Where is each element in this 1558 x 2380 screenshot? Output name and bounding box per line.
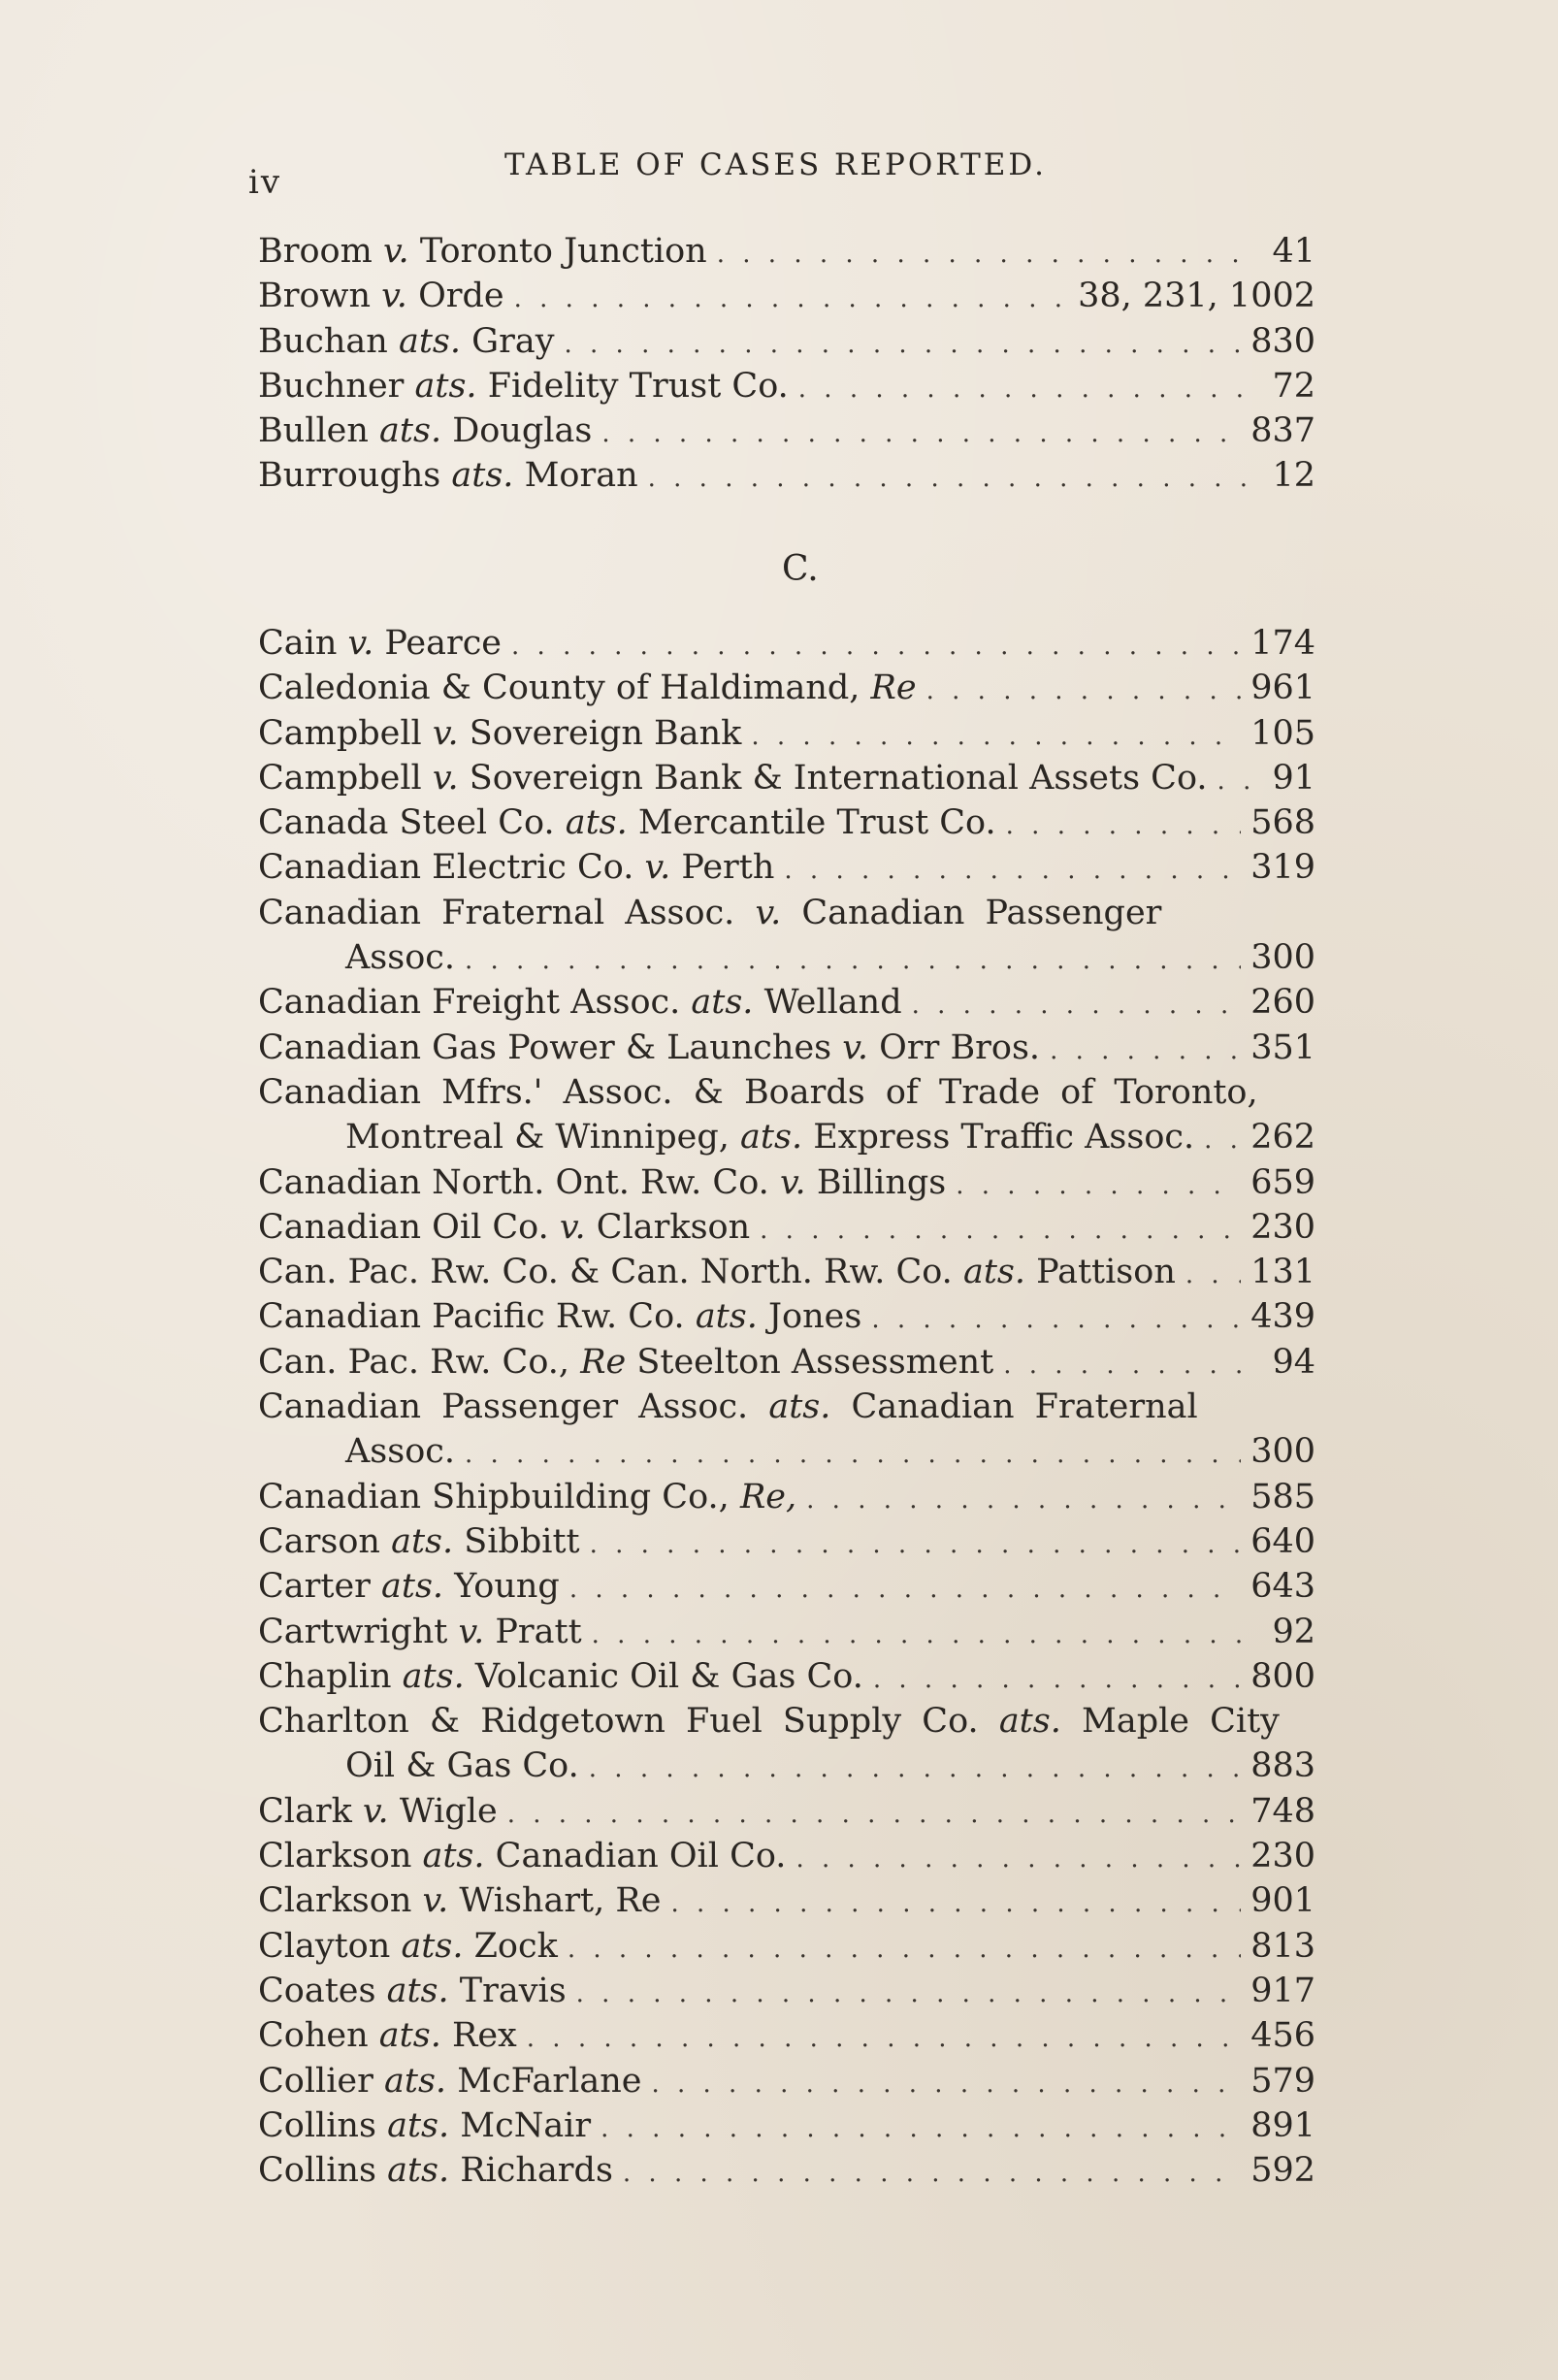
- page-reference: 568: [1250, 803, 1315, 843]
- case-name: [258, 1294, 861, 1339]
- page-reference: 800: [1250, 1656, 1315, 1696]
- party-first: Caledonia & County of Haldimand,: [258, 668, 860, 708]
- party-first: Collins: [258, 2151, 376, 2191]
- party-first: Brown: [258, 277, 372, 316]
- case-entry: [258, 845, 1315, 890]
- running-head: TABLE OF CASES REPORTED.: [504, 147, 1048, 182]
- case-name: [258, 2103, 591, 2148]
- party-second: Sovereign Bank & International Assets Co.: [469, 758, 1208, 798]
- party-first: Cain: [258, 624, 338, 663]
- relation-marker: Re: [870, 668, 917, 708]
- party-first: Clayton: [258, 1926, 391, 1966]
- dot-leader: [795, 1837, 1241, 1881]
- case-entry: [258, 2103, 1315, 2148]
- party-second: Steelton Assessment: [636, 1342, 994, 1382]
- case-entry: [258, 1115, 1315, 1159]
- party-second: Express Traffic Assoc.: [813, 1118, 1195, 1157]
- case-entry: [258, 1294, 1315, 1339]
- dot-leader: [1204, 1118, 1241, 1162]
- party-second: Toronto Junction: [419, 232, 707, 271]
- relation-marker: ats.: [695, 1297, 758, 1337]
- case-name: [258, 2148, 613, 2193]
- page-reference: 230: [1250, 1207, 1315, 1247]
- case-entry: [258, 1519, 1315, 1564]
- dot-leader: [717, 232, 1250, 277]
- case-name: [258, 1564, 560, 1609]
- case-entry: [258, 891, 1315, 935]
- party-first: Broom: [258, 232, 373, 271]
- party-second: Canadian Fraternal: [851, 1387, 1198, 1427]
- party-first: Campbell: [258, 758, 422, 798]
- page-reference: 91: [1272, 758, 1315, 798]
- page-reference: 300: [1250, 938, 1315, 978]
- case-name: [258, 1654, 863, 1699]
- party-second: Sibbitt: [464, 1521, 580, 1561]
- case-entry: [258, 1924, 1315, 1969]
- page-reference: 837: [1250, 411, 1315, 451]
- dot-leader: [511, 624, 1241, 668]
- relation-marker: v.: [422, 1881, 449, 1921]
- case-entry: [258, 319, 1315, 364]
- case-name: [258, 229, 707, 274]
- case-name: [258, 1475, 796, 1519]
- dot-leader: [527, 2016, 1241, 2061]
- relation-marker: v.: [559, 1207, 586, 1247]
- page-reference: 174: [1250, 624, 1315, 663]
- case-name: [258, 1026, 1040, 1070]
- case-name: [258, 1834, 786, 1878]
- relation-marker: v.: [432, 713, 459, 753]
- case-name: [258, 2013, 517, 2058]
- page-reference: 813: [1250, 1926, 1315, 1966]
- relation-marker: ats.: [962, 1253, 1025, 1292]
- relation-marker: ats.: [565, 803, 628, 843]
- party-second: Pattison: [1036, 1253, 1176, 1292]
- party-second: Gray: [471, 321, 555, 361]
- case-entry: [258, 364, 1315, 408]
- party-second: Mercantile Trust Co.: [637, 803, 996, 843]
- case-entry: [258, 1878, 1315, 1923]
- case-name: [258, 1250, 1176, 1294]
- relation-marker: Re,: [739, 1477, 797, 1516]
- party-second: McFarlane: [457, 2061, 642, 2101]
- relation-marker: ats.: [379, 411, 442, 451]
- dot-leader: [871, 1297, 1241, 1342]
- relation-marker: v.: [779, 1162, 806, 1202]
- dot-leader: [751, 714, 1241, 759]
- page-reference: 262: [1250, 1118, 1315, 1157]
- section-letter-c: C.: [782, 549, 819, 589]
- case-entry: [258, 666, 1315, 710]
- party-first: Carson: [258, 1521, 380, 1561]
- party-first: Burroughs: [258, 456, 441, 496]
- page-reference: 319: [1250, 848, 1315, 888]
- party-second: Young: [454, 1567, 560, 1607]
- party-first: Cartwright: [258, 1612, 448, 1651]
- dot-leader: [670, 1881, 1241, 1926]
- dot-leader: [568, 1927, 1241, 1972]
- party-first: Bullen: [258, 411, 369, 451]
- page-reference: 351: [1250, 1027, 1315, 1067]
- dot-leader: [1185, 1253, 1241, 1297]
- case-name: [258, 1789, 498, 1834]
- party-second: Wishart, Re: [459, 1881, 662, 1921]
- party-second: Rex: [451, 2016, 517, 2056]
- party-second: Sovereign Bank: [469, 713, 742, 753]
- case-name: [258, 1519, 580, 1564]
- party-second: Moran: [524, 456, 638, 496]
- case-entry: [258, 711, 1315, 756]
- page-reference: 94: [1272, 1342, 1315, 1382]
- party-first: Canadian Mfrs.' Assoc. & Boards of Trade of Toronto,: [258, 1072, 1258, 1112]
- case-entry: [258, 1205, 1315, 1250]
- relation-marker: ats.: [740, 1118, 803, 1157]
- case-name: [258, 408, 592, 453]
- case-name: [258, 364, 789, 408]
- case-name: [258, 274, 504, 318]
- relation-marker: ats.: [391, 1521, 454, 1561]
- relation-marker: v.: [755, 893, 782, 932]
- page-number: iv: [248, 163, 282, 202]
- case-name: [258, 1878, 661, 1923]
- party-first: Oil & Gas Co.: [345, 1746, 579, 1786]
- party-second: Travis: [459, 1971, 567, 2010]
- dot-leader: [601, 411, 1241, 456]
- case-name: [258, 666, 917, 710]
- case-entry: [258, 408, 1315, 453]
- case-entry: [258, 1610, 1315, 1654]
- relation-marker: ats.: [398, 321, 461, 361]
- case-name: [258, 1385, 1198, 1429]
- party-first: Canadian Passenger Assoc.: [258, 1387, 749, 1427]
- case-entry: [258, 1969, 1315, 2013]
- party-second: Maple City: [1081, 1702, 1280, 1742]
- party-second: Billings: [816, 1162, 947, 1202]
- relation-marker: ats.: [401, 1926, 464, 1966]
- relation-marker: v.: [432, 758, 459, 798]
- dot-leader: [873, 1657, 1241, 1702]
- relation-marker: ats.: [387, 2105, 450, 2145]
- page-reference: 585: [1250, 1477, 1315, 1516]
- dot-leader: [576, 1972, 1242, 2016]
- dot-leader: [648, 456, 1250, 501]
- case-entry: [258, 2059, 1315, 2103]
- case-entry: [258, 2148, 1315, 2193]
- dot-leader: [760, 1208, 1241, 1253]
- case-name: [258, 800, 996, 845]
- party-first: Can. Pac. Rw. Co.,: [258, 1342, 570, 1382]
- page-reference: 105: [1250, 713, 1315, 753]
- dot-leader: [465, 1432, 1241, 1477]
- party-first: Can. Pac. Rw. Co. & Can. North. Rw. Co.: [258, 1253, 953, 1292]
- dot-leader: [1003, 1343, 1250, 1387]
- party-first: Buchan: [258, 321, 388, 361]
- page-reference: 640: [1250, 1521, 1315, 1561]
- dot-leader: [589, 1746, 1241, 1791]
- party-first: Clarkson: [258, 1881, 412, 1921]
- page-reference: 961: [1250, 668, 1315, 708]
- page-reference: 830: [1250, 321, 1315, 361]
- page-reference: 92: [1272, 1612, 1315, 1651]
- party-second: Orde: [418, 277, 504, 316]
- relation-marker: ats.: [414, 366, 477, 406]
- case-name: [258, 980, 902, 1025]
- relation-marker: ats.: [768, 1387, 831, 1427]
- dot-leader: [590, 1522, 1242, 1567]
- party-first: Canadian North. Ont. Rw. Co.: [258, 1162, 769, 1202]
- relation-marker: ats.: [386, 1971, 449, 2010]
- section-b-case-list: [258, 229, 1315, 499]
- party-second: Welland: [763, 983, 902, 1023]
- dot-leader: [912, 983, 1242, 1027]
- dot-leader: [507, 1792, 1242, 1837]
- party-second: Wigle: [399, 1791, 498, 1831]
- relation-marker: ats.: [998, 1702, 1061, 1742]
- case-name: [258, 1160, 946, 1205]
- relation-marker: v.: [347, 624, 374, 663]
- party-second: Douglas: [452, 411, 593, 451]
- relation-marker: ats.: [451, 456, 514, 496]
- case-entry: [258, 1834, 1315, 1878]
- case-entry: [258, 1160, 1315, 1205]
- case-entry: [258, 1744, 1315, 1788]
- case-entry: [258, 1340, 1315, 1385]
- party-first: Canadian Freight Assoc.: [258, 983, 681, 1023]
- case-name: [258, 1070, 1258, 1115]
- case-entry: [258, 274, 1315, 318]
- case-entry: [258, 1429, 1315, 1474]
- relation-marker: v.: [382, 232, 409, 271]
- party-second: Volcanic Oil & Gas Co.: [474, 1656, 863, 1696]
- page-reference: 917: [1250, 1971, 1315, 2010]
- relation-marker: v.: [381, 277, 407, 316]
- case-entry: [258, 1564, 1315, 1609]
- party-first: Cohen: [258, 2016, 369, 2056]
- party-first: Charlton & Ridgetown Fuel Supply Co.: [258, 1702, 979, 1742]
- relation-marker: ats.: [422, 1837, 485, 1876]
- case-name: [258, 1924, 558, 1969]
- case-name: [258, 891, 1161, 935]
- case-name: [258, 1699, 1280, 1744]
- dot-leader: [465, 938, 1241, 983]
- dot-leader: [623, 2151, 1241, 2196]
- case-name: [258, 1744, 579, 1788]
- case-name: [258, 1340, 993, 1385]
- party-second: Clarkson: [596, 1207, 751, 1247]
- party-second: Richards: [460, 2151, 613, 2191]
- case-name: [258, 319, 554, 364]
- case-entry: [258, 1475, 1315, 1519]
- dot-leader: [1217, 759, 1250, 803]
- party-first: Canada Steel Co.: [258, 803, 555, 843]
- case-entry: [258, 1070, 1315, 1115]
- party-first: Campbell: [258, 713, 422, 753]
- page-reference: 643: [1250, 1567, 1315, 1607]
- party-first: Canadian Shipbuilding Co.,: [258, 1477, 730, 1516]
- party-second: Pratt: [495, 1612, 582, 1651]
- case-entry: [258, 1699, 1315, 1744]
- relation-marker: ats.: [402, 1656, 465, 1696]
- relation-marker: v.: [842, 1027, 869, 1067]
- party-first: Canadian Electric Co.: [258, 848, 634, 888]
- relation-marker: v.: [644, 848, 671, 888]
- party-first: Clarkson: [258, 1837, 412, 1876]
- case-name: [258, 1205, 750, 1250]
- dot-leader: [784, 848, 1241, 893]
- case-name: [258, 621, 502, 666]
- case-name: [258, 1429, 455, 1474]
- dot-leader: [514, 277, 1068, 321]
- page-reference: 260: [1250, 983, 1315, 1023]
- page-reference: 748: [1250, 1791, 1315, 1831]
- party-second: Jones: [767, 1297, 862, 1337]
- case-name: [258, 1969, 567, 2013]
- case-entry: [258, 980, 1315, 1025]
- page-reference: 883: [1250, 1746, 1315, 1786]
- page-reference: 300: [1250, 1432, 1315, 1472]
- party-first: Canadian Gas Power & Launches: [258, 1027, 832, 1067]
- relation-marker: ats.: [387, 2151, 450, 2191]
- dot-leader: [806, 1478, 1241, 1522]
- page-reference: 592: [1250, 2151, 1315, 2191]
- page-reference: 439: [1250, 1297, 1315, 1337]
- party-first: Montreal & Winnipeg,: [345, 1118, 730, 1157]
- case-entry: [258, 1250, 1315, 1294]
- party-first: Collins: [258, 2105, 376, 2145]
- case-name: [258, 711, 741, 756]
- party-first: Clark: [258, 1791, 352, 1831]
- page-reference: 131: [1250, 1253, 1315, 1292]
- dot-leader: [651, 2062, 1241, 2106]
- case-entry: [258, 1789, 1315, 1834]
- section-c-case-list: [258, 621, 1315, 2193]
- dot-leader: [1050, 1028, 1241, 1073]
- case-name: [258, 2059, 641, 2103]
- dot-leader: [569, 1567, 1241, 1612]
- relation-marker: ats.: [381, 1567, 444, 1607]
- party-second: McNair: [460, 2105, 592, 2145]
- page-reference: 659: [1250, 1162, 1315, 1202]
- page-reference: 891: [1250, 2105, 1315, 2145]
- page-reference: 901: [1250, 1881, 1315, 1921]
- page-reference: 38, 231, 1002: [1078, 277, 1315, 316]
- dot-leader: [798, 367, 1250, 411]
- party-first: Carter: [258, 1567, 371, 1607]
- party-second: Pearce: [384, 624, 503, 663]
- case-name: [258, 845, 774, 890]
- party-second: Canadian Passenger: [801, 893, 1162, 932]
- page-reference: 456: [1250, 2016, 1315, 2056]
- dot-leader: [592, 1613, 1250, 1657]
- party-second: Zock: [473, 1926, 558, 1966]
- case-entry: [258, 1026, 1315, 1070]
- dot-leader: [564, 322, 1241, 367]
- case-entry: [258, 229, 1315, 274]
- case-entry: [258, 1385, 1315, 1429]
- case-entry: [258, 2013, 1315, 2058]
- page-reference: 579: [1250, 2061, 1315, 2101]
- case-entry: [258, 621, 1315, 666]
- party-first: Collier: [258, 2061, 373, 2101]
- dot-leader: [926, 668, 1242, 713]
- relation-marker: v.: [362, 1791, 389, 1831]
- page-reference: 41: [1272, 232, 1315, 271]
- party-second: Perth: [681, 848, 775, 888]
- party-first: Assoc.: [345, 1432, 455, 1472]
- page-reference: 12: [1272, 456, 1315, 496]
- relation-marker: ats.: [378, 2016, 441, 2056]
- dot-leader: [600, 2106, 1241, 2151]
- party-first: Coates: [258, 1971, 376, 2010]
- party-first: Buchner: [258, 366, 405, 406]
- party-first: Assoc.: [345, 938, 455, 978]
- case-name: [258, 756, 1208, 800]
- relation-marker: v.: [458, 1612, 485, 1651]
- relation-marker: ats.: [384, 2061, 447, 2101]
- party-first: Canadian Oil Co.: [258, 1207, 549, 1247]
- case-entry: [258, 453, 1315, 498]
- party-second: Fidelity Trust Co.: [487, 366, 789, 406]
- case-name: [258, 1610, 582, 1654]
- case-entry: [258, 935, 1315, 980]
- case-entry: [258, 1654, 1315, 1699]
- page-reference: 72: [1272, 366, 1315, 406]
- relation-marker: ats.: [691, 983, 754, 1023]
- party-first: Canadian Fraternal Assoc.: [258, 893, 735, 932]
- case-name: [258, 1115, 1194, 1159]
- page-reference: 230: [1250, 1837, 1315, 1876]
- case-entry: [258, 756, 1315, 800]
- party-second: Orr Bros.: [879, 1027, 1041, 1067]
- dot-leader: [956, 1163, 1241, 1208]
- party-first: Canadian Pacific Rw. Co.: [258, 1297, 685, 1337]
- party-first: Chaplin: [258, 1656, 392, 1696]
- dot-leader: [1006, 803, 1242, 848]
- case-name: [258, 453, 638, 498]
- case-entry: [258, 800, 1315, 845]
- party-second: Canadian Oil Co.: [495, 1837, 787, 1876]
- relation-marker: Re: [580, 1342, 627, 1382]
- case-name: [258, 935, 455, 980]
